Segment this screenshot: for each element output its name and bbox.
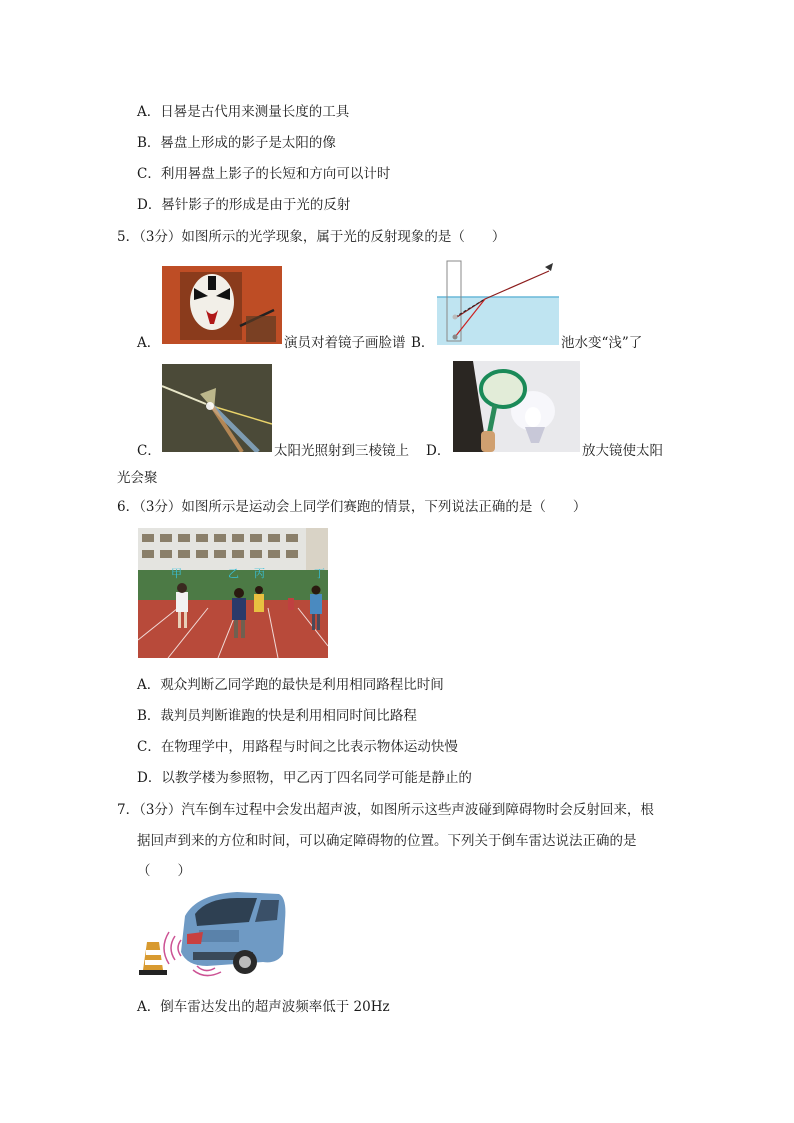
q4-option-c: C．利用晷盘上影子的长短和方向可以计时 bbox=[137, 166, 391, 182]
prism-image bbox=[162, 364, 272, 452]
runner-label-ding: 丁 bbox=[314, 567, 325, 580]
q6-stem: 6．（3分）如图所示是运动会上同学们赛跑的情景，下列说法正确的是（ ） bbox=[117, 499, 587, 515]
q5-option-d-label: D． bbox=[426, 443, 451, 459]
q6-option-a: A．观众判断乙同学跑的最快是利用相同路程比时间 bbox=[137, 677, 444, 693]
q5-option-c-label: C． bbox=[137, 443, 161, 459]
q5-stem: 5．（3分）如图所示的光学现象，属于光的反射现象的是（ ） bbox=[117, 229, 506, 245]
pool-refraction-image bbox=[437, 259, 559, 345]
q7-option-a: A．倒车雷达发出的超声波频率低于 20Hz bbox=[137, 999, 390, 1015]
opera-mask-image bbox=[162, 266, 282, 344]
q5-option-c-text: 太阳光照射到三棱镜上 bbox=[274, 443, 409, 459]
q5-option-d-text-line2: 光会聚 bbox=[117, 470, 158, 486]
runner-label-bing: 丙 bbox=[254, 567, 265, 580]
q4-option-d: D．晷针影子的形成是由于光的反射 bbox=[137, 197, 351, 213]
magnifier-image bbox=[453, 361, 580, 452]
q5-option-a-label: A． bbox=[137, 335, 161, 351]
runner-label-yi: 乙 bbox=[228, 567, 239, 580]
q7-stem-line3: （ ） bbox=[137, 863, 191, 879]
q7-stem-line2: 据回声到来的方位和时间，可以确定障碍物的位置。下列关于倒车雷达说法正确的是 bbox=[137, 833, 637, 849]
running-race-image bbox=[138, 528, 328, 658]
parking-radar-car-image bbox=[137, 890, 287, 980]
q4-option-a: A．日晷是古代用来测量长度的工具 bbox=[137, 104, 350, 120]
q5-option-b-label: B． bbox=[411, 335, 435, 351]
q5-option-b-text: 池水变“浅”了 bbox=[561, 335, 643, 351]
runner-label-jia: 甲 bbox=[171, 567, 182, 580]
q6-option-b: B．裁判员判断谁跑的快是利用相同时间比路程 bbox=[137, 708, 417, 724]
q6-option-d: D．以教学楼为参照物，甲乙丙丁四名同学可能是静止的 bbox=[137, 770, 472, 786]
q5-option-a-text: 演员对着镜子画脸谱 bbox=[284, 335, 406, 351]
q5-option-d-text-line1: 放大镜使太阳 bbox=[582, 443, 663, 459]
q6-option-c: C．在物理学中，用路程与时间之比表示物体运动快慢 bbox=[137, 739, 458, 755]
q4-option-b: B．晷盘上形成的影子是太阳的像 bbox=[137, 135, 336, 151]
q7-stem-line1: 7．（3分）汽车倒车过程中会发出超声波，如图所示这些声波碰到障碍物时会反射回来，根 bbox=[117, 802, 654, 818]
